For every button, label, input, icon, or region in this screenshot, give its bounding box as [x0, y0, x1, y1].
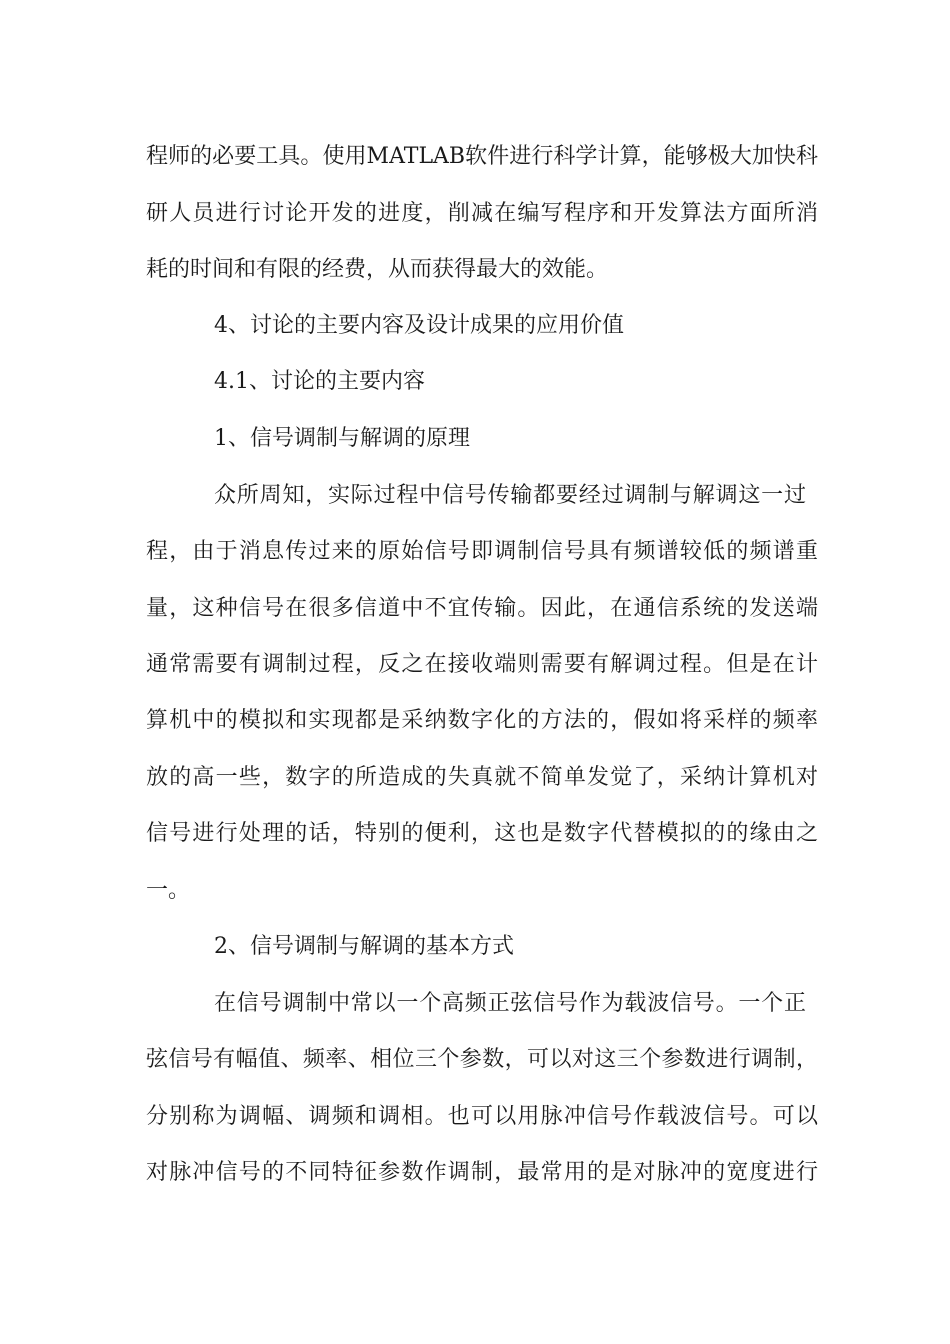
- paragraph-line: 程，由于消息传过来的原始信号即调制信号具有频谱较低的频谱重: [146, 539, 818, 564]
- paragraph-line: 信号进行处理的话，特别的便利，这也是数字代替模拟的的缘由之: [146, 821, 818, 846]
- paragraph-line: 对脉冲信号的不同特征参数作调制，最常用的是对脉冲的宽度进行: [146, 1160, 818, 1185]
- paragraph-line: 在信号调制中常以一个高频正弦信号作为载波信号。一个正: [214, 991, 806, 1016]
- section-heading: 4、讨论的主要内容及设计成果的应用价值: [214, 313, 624, 338]
- paragraph-line: 量，这种信号在很多信道中不宜传输。因此，在通信系统的发送端: [146, 596, 818, 621]
- paragraph-line: 研人员进行讨论开发的进度，削减在编写程序和开发算法方面所消: [146, 201, 818, 226]
- paragraph-line: 通常需要有调制过程，反之在接收端则需要有解调过程。但是在计: [146, 652, 818, 677]
- subsection-heading: 4.1、讨论的主要内容: [214, 369, 425, 394]
- paragraph-line: 分别称为调幅、调频和调相。也可以用脉冲信号作载波信号。可以: [146, 1104, 818, 1129]
- paragraph-line: 众所周知，实际过程中信号传输都要经过调制与解调这一过: [214, 483, 806, 508]
- paragraph-line: 一。: [146, 878, 191, 903]
- paragraph-line: 程师的必要工具。使用MATLAB软件进行科学计算，能够极大加快科: [146, 144, 818, 169]
- paragraph-line: 耗的时间和有限的经费，从而获得最大的效能。: [146, 257, 609, 282]
- paragraph-line: 放的高一些，数字的所造成的失真就不简单发觉了，采纳计算机对: [146, 765, 818, 790]
- topic-heading: 1、信号调制与解调的原理: [214, 426, 470, 451]
- paragraph-line: 算机中的模拟和实现都是采纳数字化的方法的，假如将采样的频率: [146, 708, 818, 733]
- paragraph-line: 弦信号有幅值、频率、相位三个参数，可以对这三个参数进行调制，: [146, 1047, 818, 1072]
- topic-heading: 2、信号调制与解调的基本方式: [214, 934, 514, 959]
